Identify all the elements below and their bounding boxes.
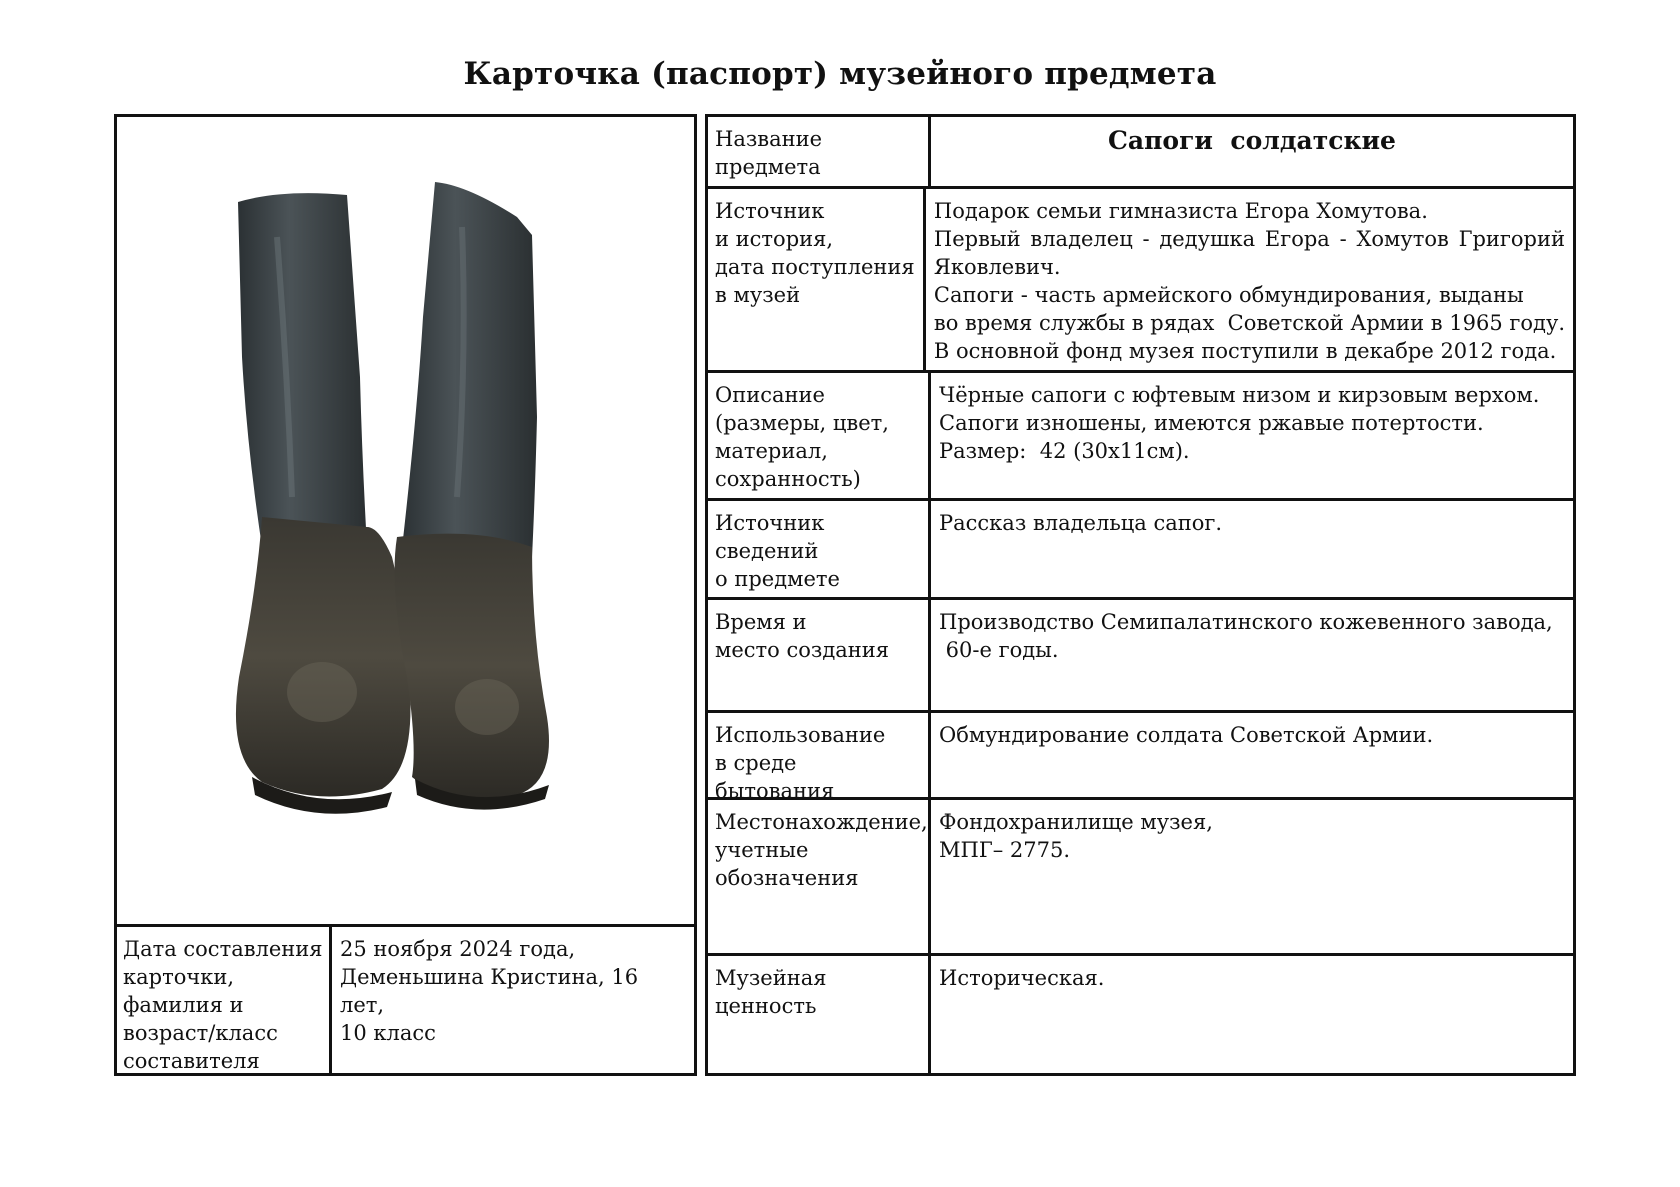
row-label-line: Местонахождение,	[715, 810, 928, 834]
compiler-label-line: составителя	[123, 1049, 260, 1073]
row-label-line: предмета	[715, 155, 821, 179]
row-value	[931, 713, 1573, 797]
row-value	[931, 600, 1573, 710]
table-row	[708, 713, 1573, 803]
row-value-line: Производство Семипалатинского кожевенного завода,	[939, 610, 1553, 634]
row-value-line: В основной фонд музея поступили в декабре 2012 года.	[933, 339, 1557, 363]
row-value-line: Первый владелец - дедушка Егора - Хомутов Григорий	[933, 227, 1565, 251]
table-row	[708, 800, 1573, 956]
row-label-line: учетные	[715, 838, 809, 862]
row-value	[931, 800, 1573, 953]
row-value-line: Сапоги солдатские	[1108, 126, 1396, 155]
row-value-line: Фондохранилище музея,	[939, 810, 1213, 834]
compiler-row	[117, 924, 694, 1073]
row-value-line: во время службы в рядах Советской Армии в 1965 году.	[933, 311, 1565, 335]
row-label	[708, 501, 931, 597]
row-value-line: Обмундирование солдата Советской Армии.	[939, 723, 1434, 747]
table-row	[708, 189, 1573, 373]
boots-photo-icon	[117, 117, 694, 924]
row-label-line: дата поступления	[715, 255, 915, 279]
table-row	[708, 501, 1573, 600]
row-value-line: Сапоги изношены, имеются ржавые потертости.	[939, 411, 1484, 435]
row-label-line: сведений	[715, 539, 819, 563]
row-value-line: Чёрные сапоги с юфтевым низом и кирзовым верхом.	[939, 383, 1540, 407]
row-label-line: в среде бытования	[715, 751, 835, 803]
row-label-line: обозначения	[715, 866, 859, 890]
row-label-line: Описание	[715, 383, 825, 407]
row-value-line: Рассказ владельца сапог.	[939, 511, 1223, 535]
row-label	[708, 600, 931, 710]
row-value	[931, 501, 1573, 597]
row-value-line: 60-е годы.	[939, 638, 1059, 662]
row-label-line: и история,	[715, 227, 834, 251]
compiler-label-line: Дата составления	[123, 937, 323, 961]
row-value-line: Сапоги - часть армейского обмундирования, выданы	[933, 283, 1524, 307]
object-name	[931, 117, 1573, 186]
row-label-line: сохранность)	[715, 467, 861, 491]
row-value-line: Подарок семьи гимназиста Егора Хомутова.	[933, 199, 1428, 223]
row-label-line: Использование	[715, 723, 886, 747]
row-value	[931, 373, 1573, 498]
row-label-line: Источник	[715, 511, 825, 535]
row-value	[926, 189, 1573, 370]
row-value-line: МПГ– 2775.	[939, 838, 1071, 862]
row-label-line: Источник	[715, 199, 825, 223]
row-label	[708, 373, 931, 498]
compiler-label-line: возраст/класс	[123, 1021, 278, 1045]
row-label-line: Время и	[715, 610, 807, 634]
row-value	[931, 956, 1573, 1073]
compiler-label	[117, 927, 332, 1073]
row-label	[708, 956, 931, 1073]
row-label	[708, 800, 931, 953]
row-label-line: место создания	[715, 638, 890, 662]
row-label-line: в музей	[715, 283, 801, 307]
row-label-line: о предмете	[715, 567, 840, 591]
row-label	[708, 189, 926, 370]
row-value-line: Историческая.	[939, 966, 1105, 990]
compiler-value-line: 10 класс	[340, 1021, 436, 1045]
table-row	[708, 373, 1573, 501]
photo-frame	[114, 114, 697, 1076]
compiler-value-line: Деменьшина Кристина, 16 лет,	[340, 965, 639, 1017]
row-value-line: Размер: 42 (30х11см).	[939, 439, 1190, 463]
compiler-value-line: 25 ноября 2024 года,	[340, 937, 576, 961]
row-label	[708, 713, 931, 803]
row-label-line: Название	[715, 127, 823, 151]
compiler-label-line: фамилия и	[123, 993, 244, 1017]
row-label-line: (размеры, цвет,	[715, 411, 889, 435]
row-label	[708, 117, 931, 186]
row-label-line: ценность	[715, 994, 817, 1018]
row-value-line: Яковлевич.	[933, 255, 1061, 279]
row-label-line: Музейная	[715, 966, 827, 990]
row-label-line: материал,	[715, 439, 828, 463]
table-row	[708, 600, 1573, 713]
compiler-value	[332, 927, 694, 1073]
passport-table	[705, 114, 1576, 1076]
table-row	[708, 117, 1573, 189]
table-row	[708, 956, 1573, 1073]
page-title: Карточка (паспорт) музейного предмета	[463, 56, 1217, 92]
compiler-label-line: карточки,	[123, 965, 235, 989]
